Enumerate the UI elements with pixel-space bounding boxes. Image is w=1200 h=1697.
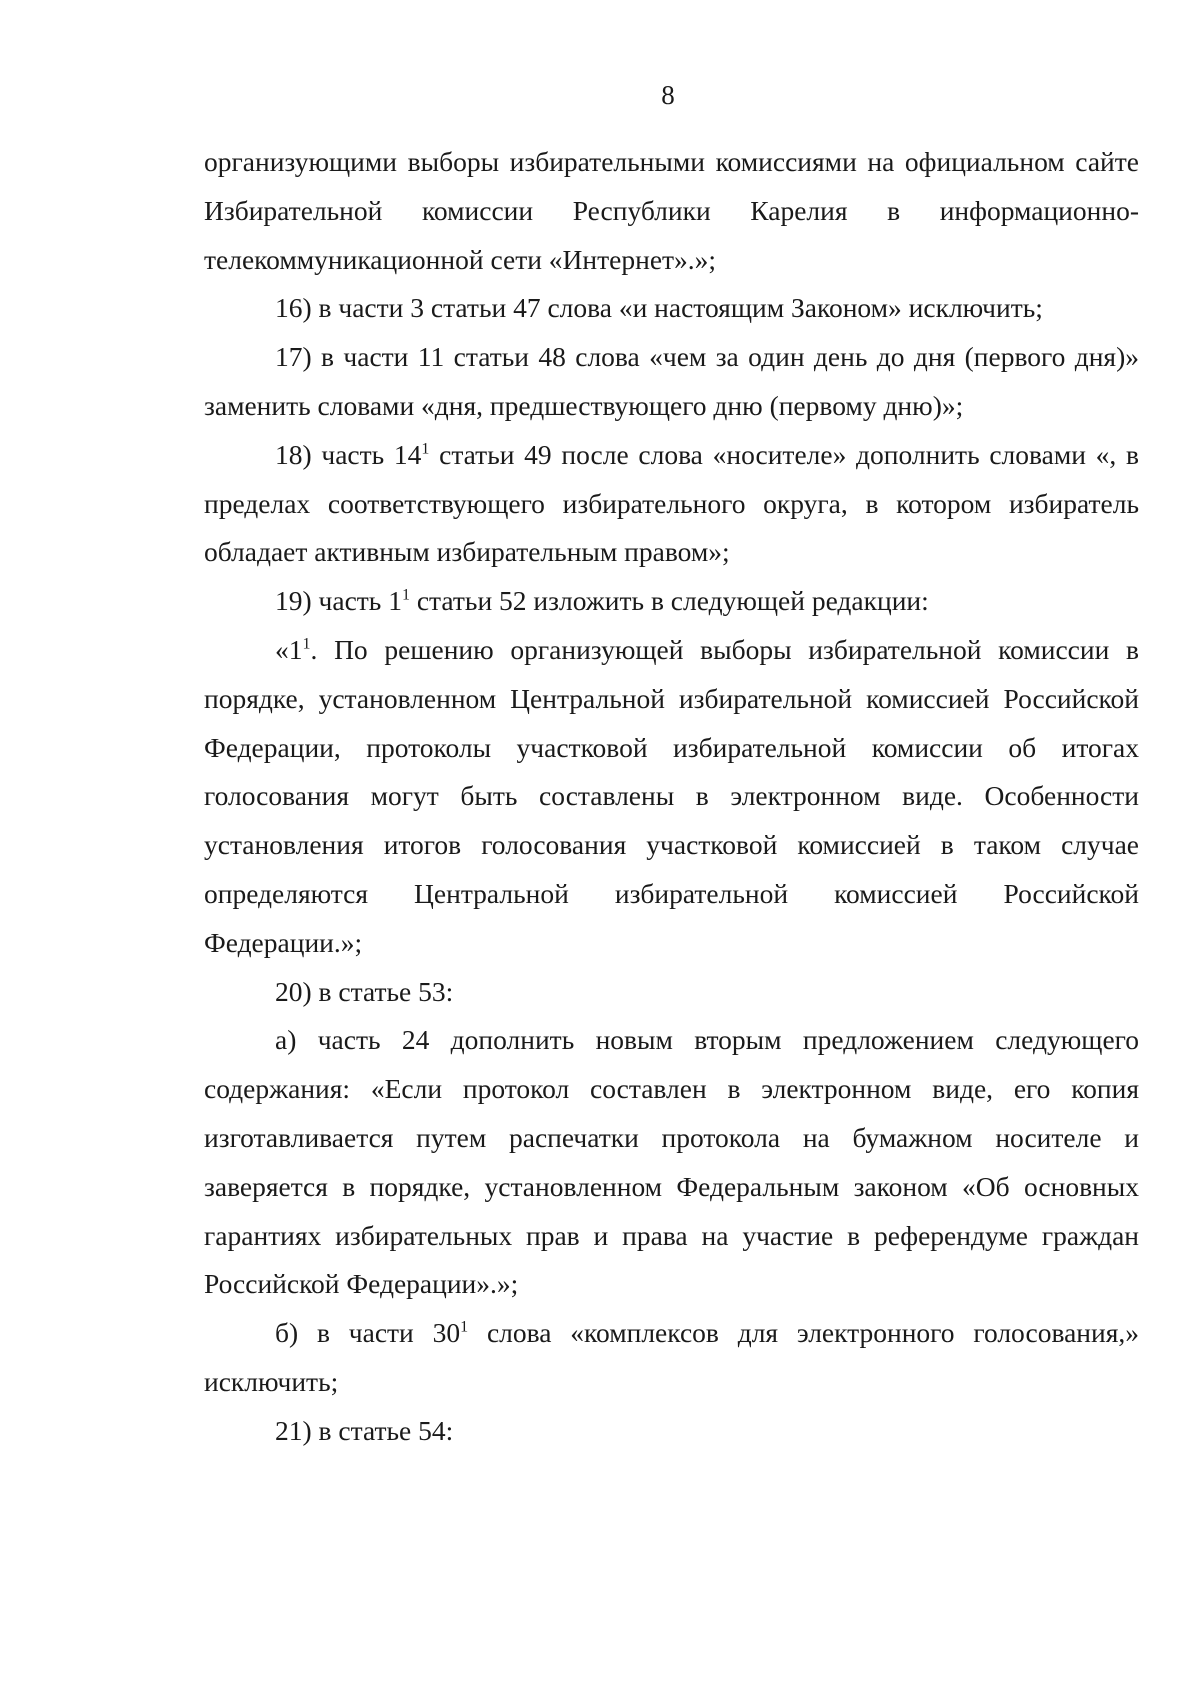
page-number: 8 [661,80,675,110]
paragraph-item-20-a: а) часть 24 дополнить новым вторым предложением следующего содержания: «Если протокол составлен в электронном виде, его копия изготавливается путем распечатки протокола на бумажном носителе и заверяется в порядке, установленном Федеральным законом «Об основных гарантиях избирательных прав и права на участие в референдуме граждан Российской Федерации».»; [204,1024,1139,1300]
paragraph-continuation: организующими выборы избирательными комиссиями на официальном сайте Избирательной комиссии Республики Карелия в информационно-телекоммуникационной сети «Интернет».»; [204,146,1139,275]
item-18-superscript: 1 [421,440,430,458]
item-18-text-end: статьи 49 после слова «носителе» дополнить словами «, в пределах соответствующего избирательного округа, в котором избиратель обладает активным избирательным правом»; [204,438,1139,568]
quote-text-end: . По решению организующей выборы избирательной комиссии в порядке, установленном Центральной избирательной комиссией Российской Федерации, протоколы участковой избирательной комиссии об итогах голосования могут быть составлены в электронном виде. Особенности установления итогов голосования участковой комиссией в таком случае определяются Центральной избирательной комиссией Российской Федерации.»; [204,633,1139,958]
paragraph-item-20: 20) в статье 53: [275,975,454,1007]
item-19-text-start: 19) часть 1 [275,585,402,617]
quote-superscript: 1 [302,635,311,653]
paragraph-item-21: 21) в статье 54: [275,1414,454,1446]
item-19-text-end: статьи 52 изложить в следующей редакции: [409,585,929,617]
item-18-text-start: 18) часть 14 [275,438,422,470]
item-20b-text-end: слова «комплексов для электронного голосования,» исключить; [204,1317,1139,1397]
paragraph-item-18 [204,431,1139,577]
paragraph-item-17: 17) в части 11 статьи 48 слова «чем за один день до дня (первого дня)» заменить словами «дня, предшествующего дню (первому дню)»; [204,341,1139,421]
paragraph-item-16: 16) в части 3 статьи 47 слова «и настоящим Законом» исключить; [275,292,1043,324]
paragraph-item-20-b [204,1309,1139,1407]
item-20b-text-start: б) в части 30 [275,1317,461,1349]
document-body [204,138,1139,1456]
paragraph-item-19 [204,577,1139,626]
paragraph-item-19-quote [204,626,1139,968]
quote-text-start: «1 [275,633,303,665]
item-19-superscript: 1 [401,586,410,604]
item-20b-superscript: 1 [460,1318,469,1336]
